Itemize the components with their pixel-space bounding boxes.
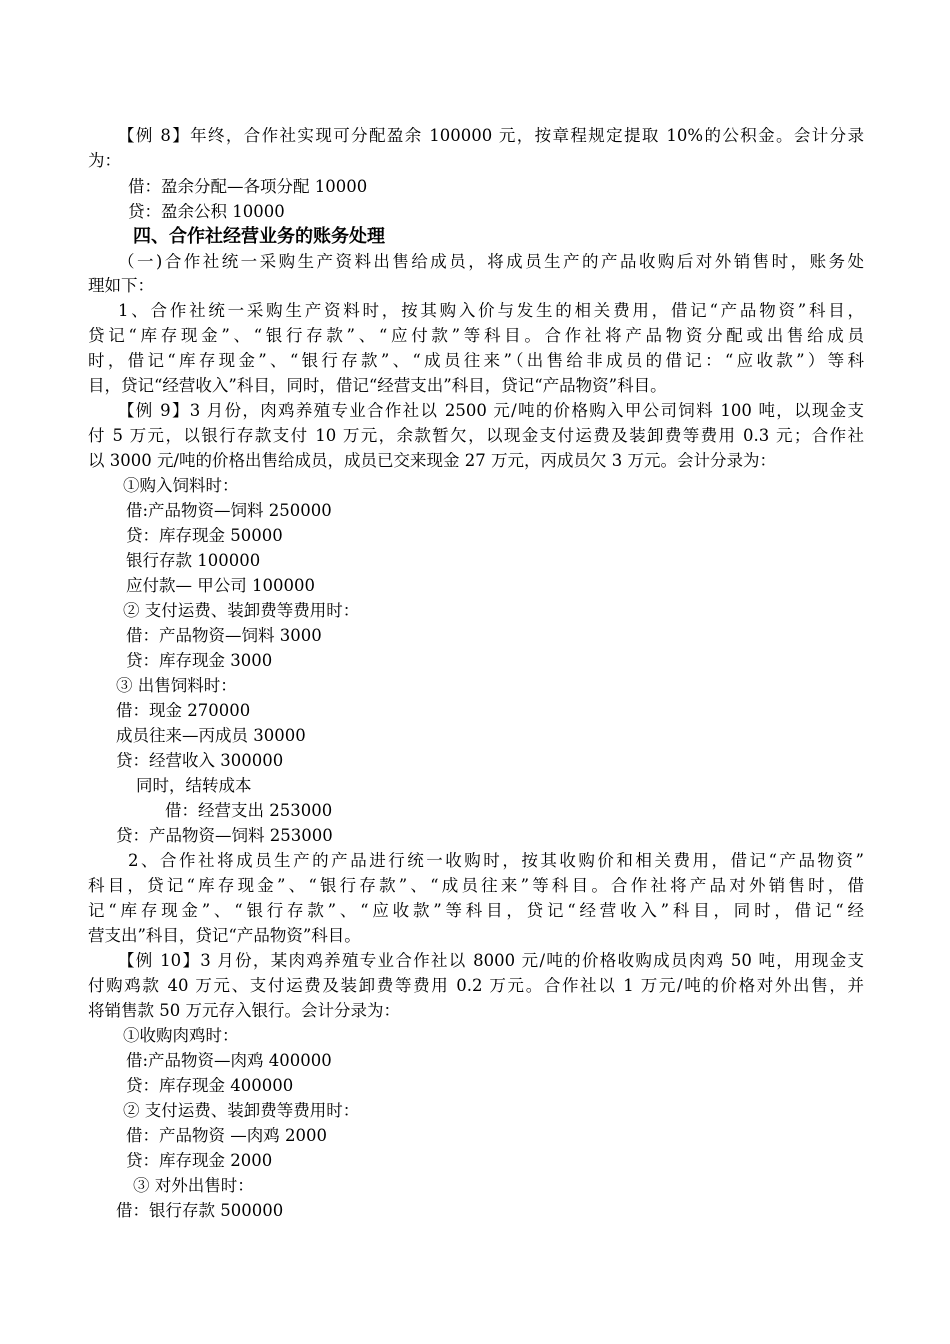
example-9-line-3: 以 3000 元/吨的价格出售给成员，成员已交来现金 27 万元，丙成员欠 3 万元。会计分录为：	[88, 451, 777, 470]
debit-entry: 借:产品物资—饲料 250000	[126, 501, 332, 520]
credit-entry: 应付款— 甲公司 100000	[126, 576, 315, 595]
paragraph-1-line-4: 目，贷记“经营收入”科目，同时，借记“经营支出”科目，贷记“产品物资”科目。	[88, 376, 667, 395]
step-1-label: ①购入饲料时：	[123, 476, 239, 495]
credit-entry: 贷：产品物资—饲料 253000	[116, 826, 333, 845]
example-9-line-1: 【例 9】3 月份，肉鸡养殖专业合作社以 2500 元/吨的价格购入甲公司饲料 100 吨，以现金支	[118, 401, 864, 420]
example-8-line-1: 【例 8】年终，合作社实现可分配盈余 100000 元，按章程规定提取 10%的公积金。会计分录	[118, 126, 864, 145]
debit-entry: 借：产品物资 —肉鸡 2000	[126, 1126, 327, 1145]
subsection-line-1: （一)合作社统一采购生产资料出售给成员，将成员生产的产品收购后对外销售时，账务处	[118, 252, 864, 271]
step-1-label: ①收购肉鸡时：	[123, 1026, 239, 1045]
example-8-line-2: 为：	[88, 151, 121, 170]
subsection-line-2: 理如下：	[88, 276, 154, 295]
example-10-line-3: 将销售款 50 万元存入银行。会计分录为：	[88, 1001, 400, 1020]
debit-entry: 借:产品物资—肉鸡 400000	[126, 1051, 332, 1070]
credit-entry: 贷：库存现金 50000	[126, 526, 283, 545]
paragraph-2-line-4: 营支出”科目，贷记“产品物资”科目。	[88, 926, 361, 945]
example-9-line-2: 付 5 万元，以银行存款支付 10 万元，余款暂欠，以现金支付运费及装卸费等费用 0.3 元；合作社	[88, 426, 864, 445]
step-2-label: ② 支付运费、装卸费等费用时：	[123, 601, 360, 620]
paragraph-2-line-2: 科目，贷记“库存现金”、“银行存款”、“成员往来”等科目。合作社将产品对外销售时，借	[88, 876, 864, 895]
paragraph-1-line-1: 1、合作社统一采购生产资料时，按其购入价与发生的相关费用，借记“产品物资”科目，	[118, 301, 864, 320]
paragraph-1-line-2: 贷记“库存现金”、“银行存款”、“应付款”等科目。合作社将产品物资分配或出售给成员	[88, 326, 864, 345]
cost-transfer-note: 同时，结转成本	[136, 776, 252, 795]
credit-entry: 贷：库存现金 3000	[126, 651, 273, 670]
step-2-label: ② 支付运费、装卸费等费用时：	[123, 1101, 360, 1120]
example-10-line-2: 付购鸡款 40 万元、支付运费及装卸费等费用 0.2 万元。合作社以 1 万元/吨的价格对外出售，并	[88, 976, 864, 995]
debit-entry: 借：现金 270000	[116, 701, 251, 720]
paragraph-2-line-1: 2、合作社将成员生产的产品进行统一收购时，按其收购价和相关费用，借记“产品物资”	[128, 851, 864, 870]
credit-entry: 贷：盈余公积 10000	[128, 202, 285, 221]
step-3-label: ③ 对外出售时：	[133, 1176, 254, 1195]
paragraph-2-line-3: 记“库存现金”、“银行存款”、“应收款”等科目，贷记“经营收入”科目，同时，借记“经	[88, 901, 864, 920]
debit-entry: 借：盈余分配—各项分配 10000	[128, 177, 368, 196]
credit-entry: 贷：库存现金 400000	[126, 1076, 294, 1095]
example-10-line-1: 【例 10】3 月份，某肉鸡养殖专业合作社以 8000 元/吨的价格收购成员肉鸡 50 吨，用现金支	[118, 951, 864, 970]
debit-entry: 借：产品物资—饲料 3000	[126, 626, 322, 645]
paragraph-1-line-3: 时，借记“库存现金”、“银行存款”、“成员往来”（出售给非成员的借记：“应收款”）等科	[88, 351, 864, 370]
step-3-label: ③ 出售饲料时：	[116, 676, 237, 695]
credit-entry: 贷：库存现金 2000	[126, 1151, 273, 1170]
credit-entry: 贷：经营收入 300000	[116, 751, 284, 770]
debit-entry: 借：经营支出 253000	[165, 801, 333, 820]
credit-entry: 银行存款 100000	[126, 551, 261, 570]
section-heading: 四、合作社经营业务的账务处理	[133, 226, 385, 247]
debit-entry: 借：银行存款 500000	[116, 1201, 284, 1220]
debit-entry: 成员往来—丙成员 30000	[116, 726, 306, 745]
